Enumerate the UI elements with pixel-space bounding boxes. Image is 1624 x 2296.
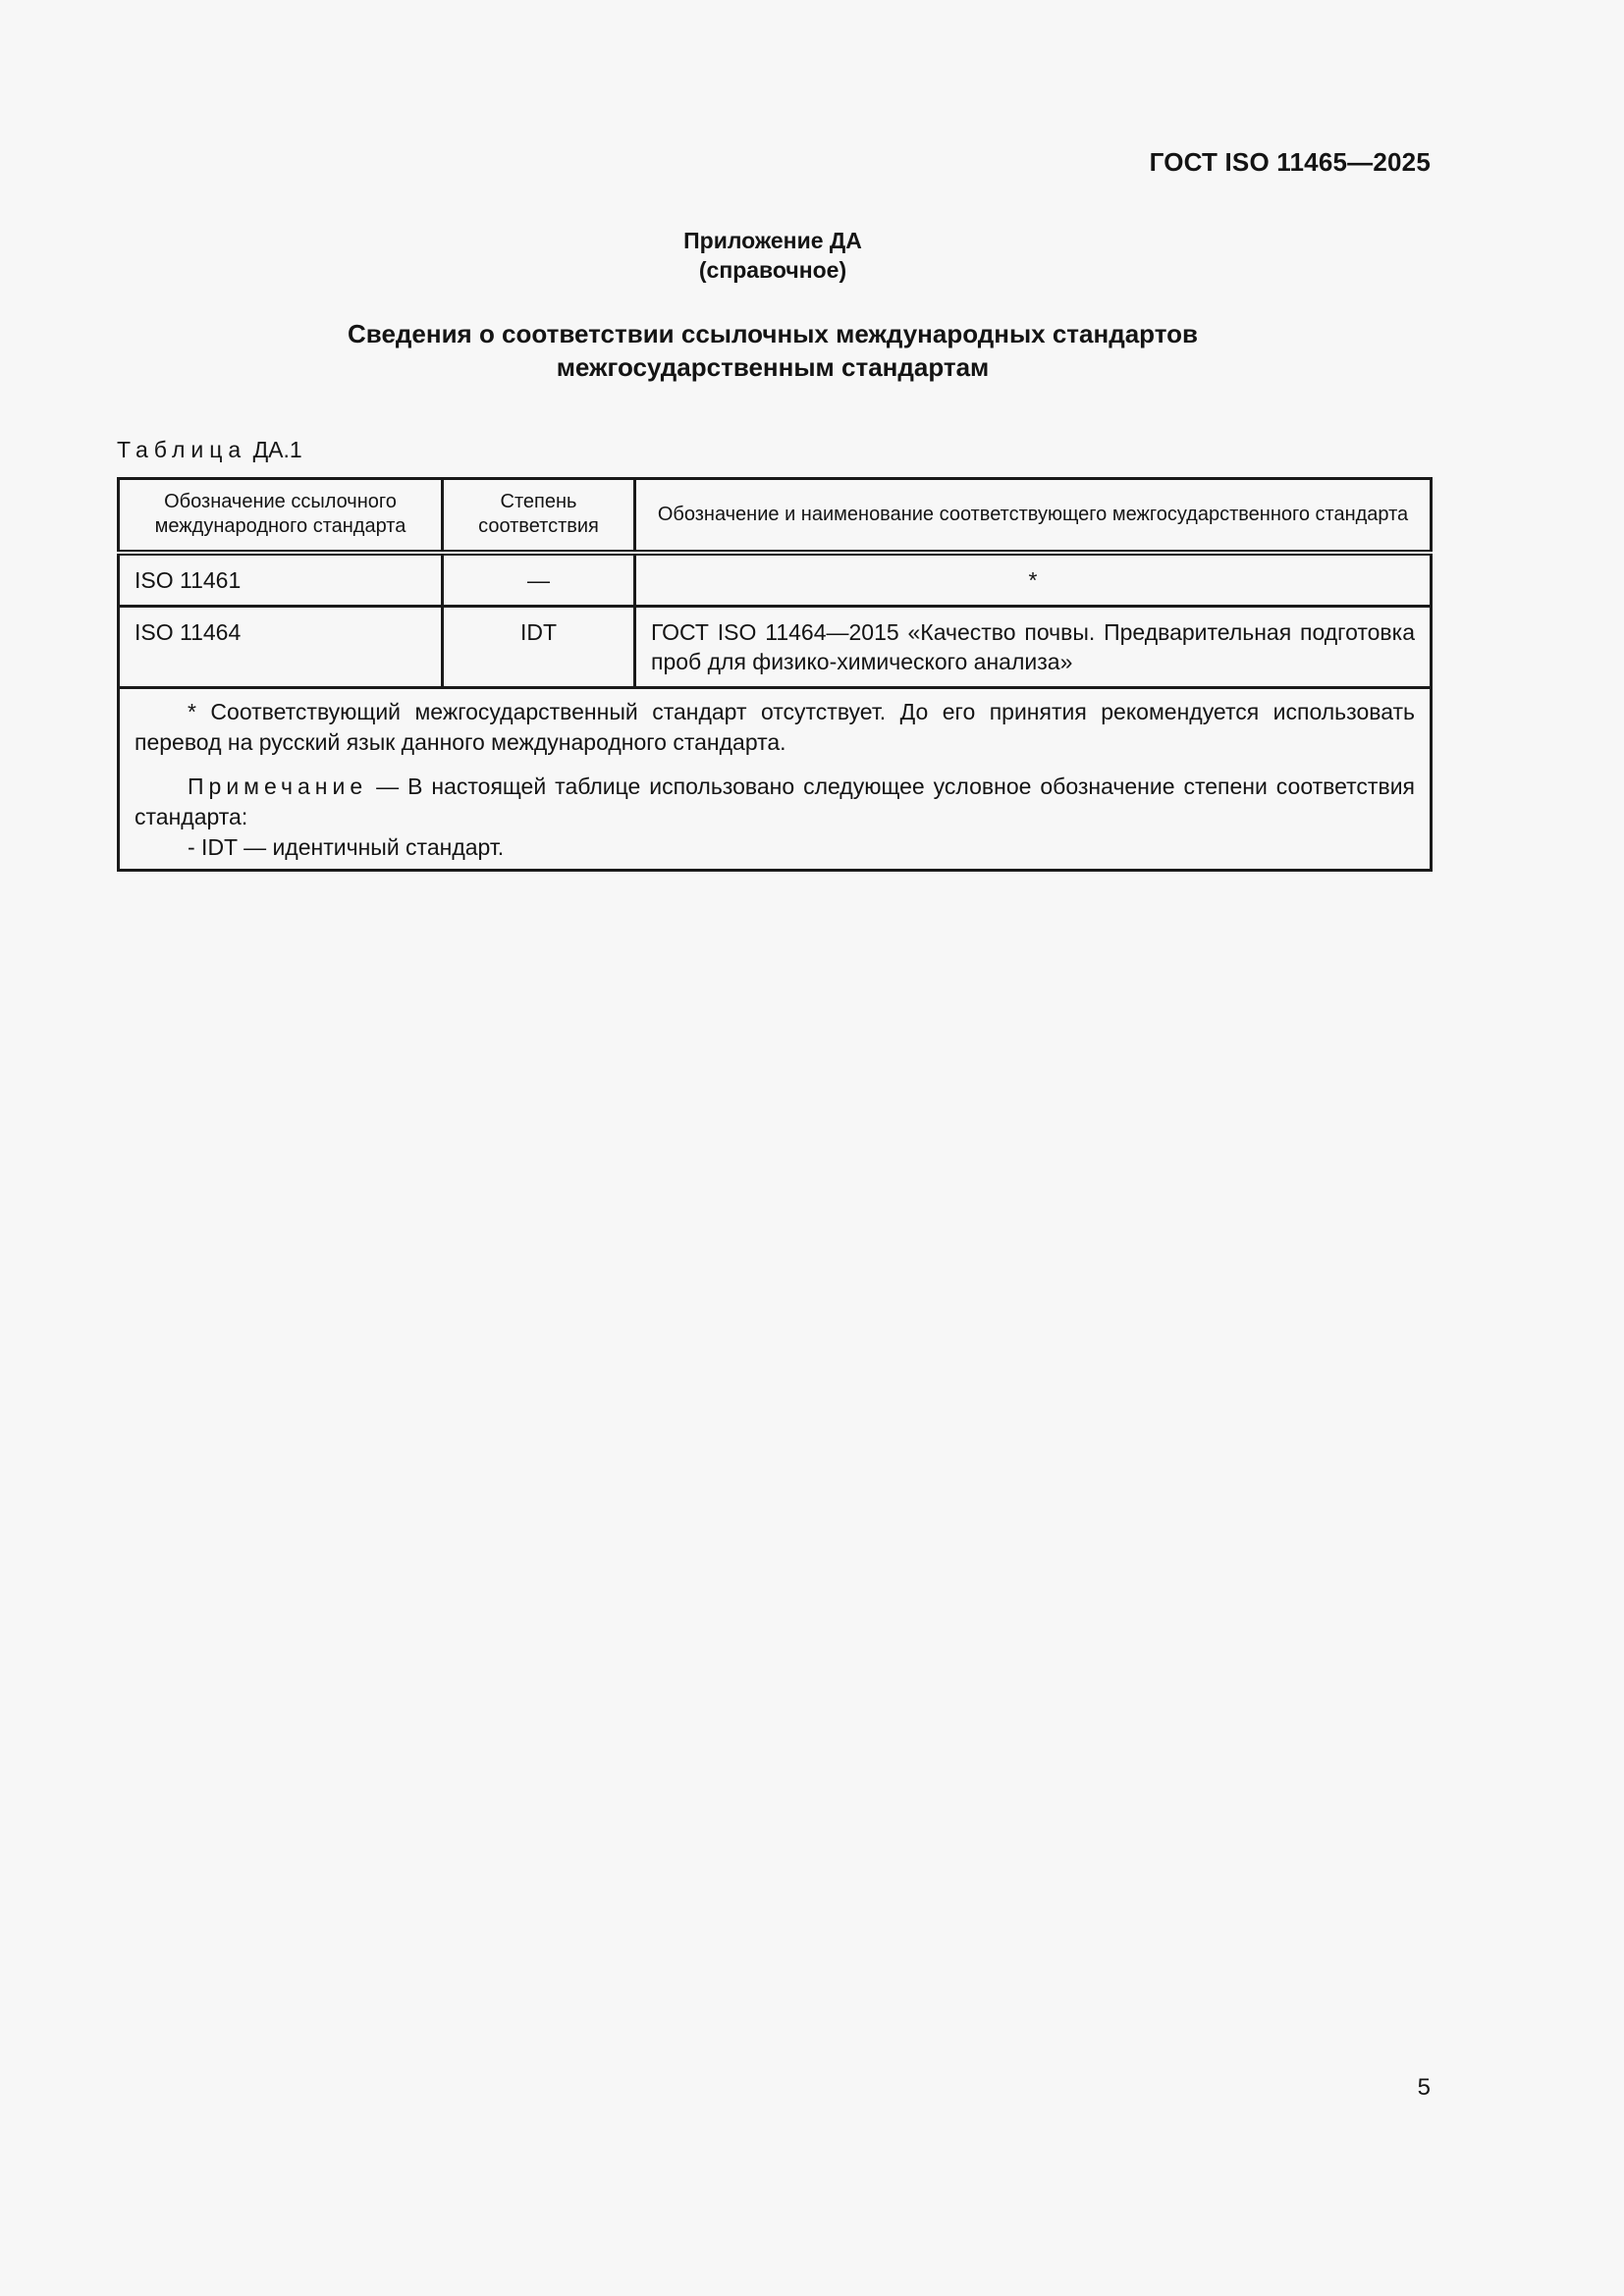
section-title-line-1: Сведения о соответствии ссылочных международных стандартов	[348, 319, 1198, 348]
page-number: 5	[1417, 2074, 1431, 2101]
degree-cell: —	[443, 553, 635, 607]
table-row	[119, 553, 1432, 607]
ref-standard-cell: ISO 11461	[119, 553, 443, 607]
table-caption-word: Таблица	[117, 437, 247, 462]
table-footnote-cell	[119, 688, 1432, 871]
annex-title: Приложение ДА	[683, 228, 862, 253]
standards-correspondence-table	[117, 477, 1433, 872]
header-national-standard: Обозначение и наименование соответствующего межгосударственного стандарта	[635, 479, 1432, 554]
document-designation: ГОСТ ISO 11465—2025	[1149, 147, 1431, 177]
table-caption	[117, 437, 302, 463]
header-ref-standard: Обозначение ссылочного международного стандарта	[119, 479, 443, 554]
section-title-line-2: межгосударственным стандартам	[556, 352, 990, 382]
national-standard-cell: ГОСТ ISO 11464—2015 «Качество почвы. Предварительная подготовка проб для физико-химического анализа»	[635, 607, 1432, 688]
table-row	[119, 607, 1432, 688]
annex-subtitle: (справочное)	[698, 257, 847, 283]
national-standard-cell: *	[635, 553, 1432, 607]
table-header-row	[119, 479, 1432, 554]
header-degree: Степень соответствия	[443, 479, 635, 554]
ref-standard-cell: ISO 11464	[119, 607, 443, 688]
annex-heading	[0, 226, 1545, 285]
table-caption-number: ДА.1	[252, 437, 302, 462]
section-heading	[0, 317, 1545, 384]
note-item: - IDT — идентичный стандарт.	[188, 834, 505, 860]
degree-cell: IDT	[443, 607, 635, 688]
note-label: Примечание	[188, 774, 368, 799]
table-note	[135, 772, 1415, 832]
table-footnote: * Соответствующий межгосударственный стандарт отсутствует. До его принятия рекомендуется использовать перевод на русский язык данного международного стандарта.	[135, 699, 1415, 755]
table-footnote-row	[119, 688, 1432, 871]
note-text: — В настоящей таблице использовано следующее условное обозначение степени соответствия стандарта:	[135, 774, 1415, 829]
